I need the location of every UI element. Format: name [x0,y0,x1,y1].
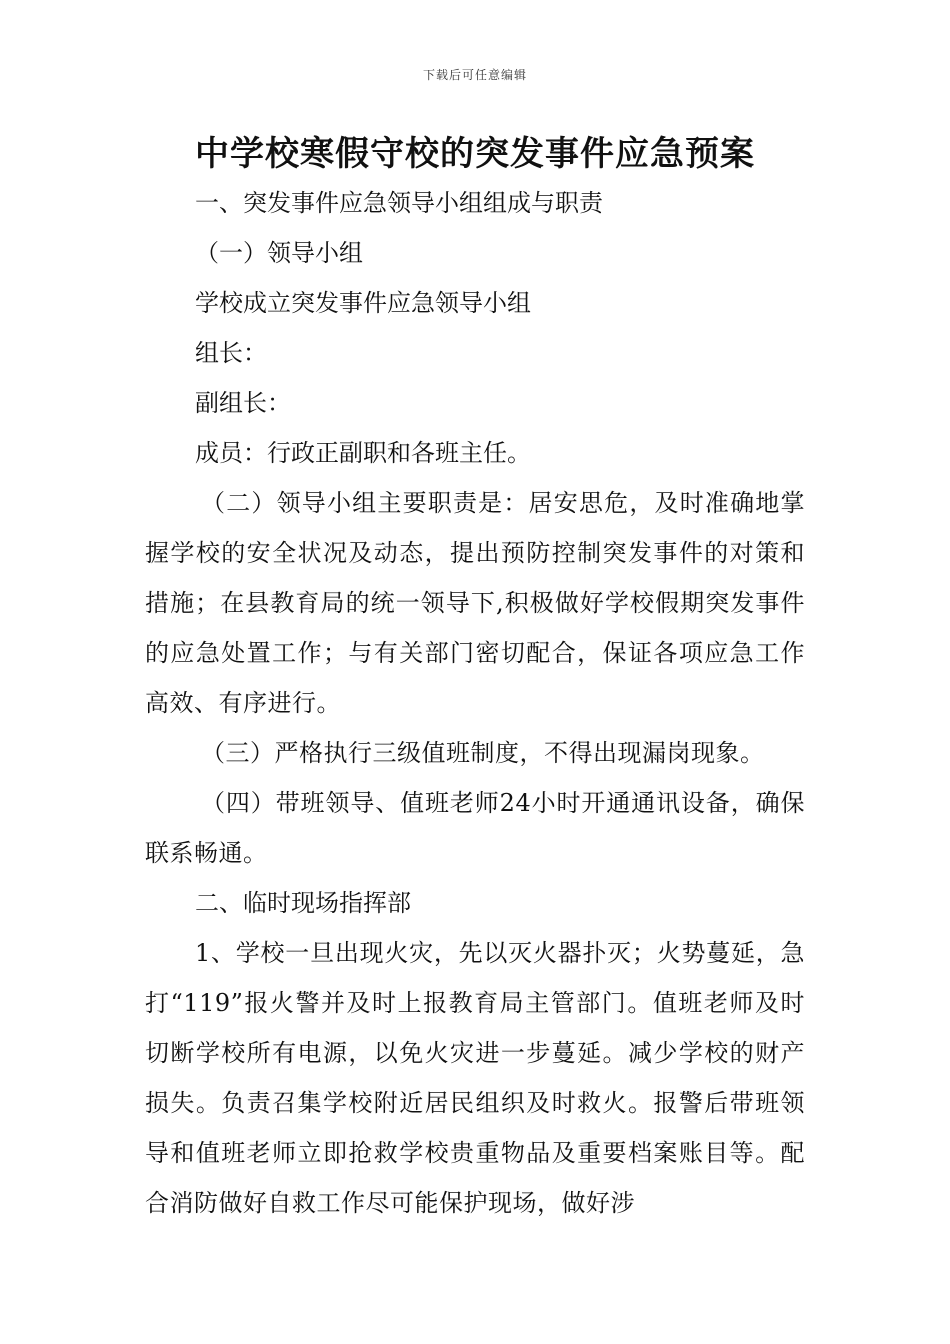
body-line: 学校成立突发事件应急领导小组 [195,289,531,317]
section-heading: 一、突发事件应急领导小组组成与职责 [195,189,603,217]
body-paragraph: 1、学校一旦出现火灾，先以灭火器扑灭；火势蔓延，急打“119”报火警并及时上报教育局主管部门。值班老师及时切断学校所有电源，以免火灾进一步蔓延。减少学校的财产损失。负责召集学校附近居民组织及时救火。报警后带班领导和值班老师立即抢救学校贵重物品及重要档案账目等。配合消防做好自救工作尽可能保护现场，做好涉 [145,939,805,1217]
document-title: 中学校寒假守校的突发事件应急预案 [195,134,755,174]
body-paragraph: （三）严格执行三级值班制度，不得出现漏岗现象。 [201,739,765,767]
body-line: 成员：行政正副职和各班主任。 [195,439,531,467]
subsection-heading: （一）领导小组 [195,239,363,267]
section-heading: 二、临时现场指挥部 [195,889,411,917]
body-line: 副组长： [195,389,291,417]
body-paragraph: （二）领导小组主要职责是：居安思危，及时准确地掌握学校的安全状况及动态，提出预防控制突发事件的对策和措施；在县教育局的统一领导下,积极做好学校假期突发事件的应急处置工作；与有关部门密切配合，保证各项应急工作高效、有序进行。 [145,489,805,717]
header-note: 下载后可任意编辑 [422,68,527,82]
body-paragraph: （四）带班领导、值班老师24小时开通通讯设备，确保联系畅通。 [145,789,805,867]
body-line: 组长： [195,339,267,367]
document-body [145,178,805,1228]
